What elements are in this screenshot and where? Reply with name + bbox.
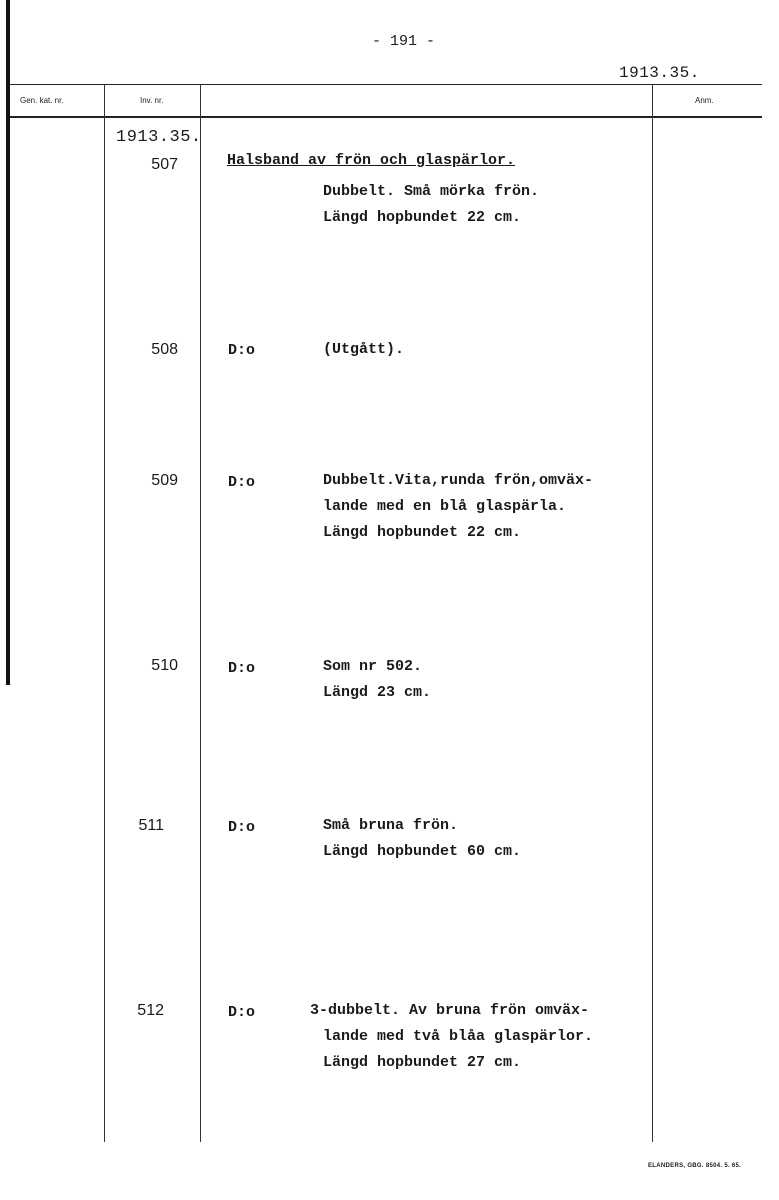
entry-512-line-1: 3-dubbelt. Av bruna frön omväx- bbox=[310, 1002, 590, 1019]
inventory-year: 1913.35. bbox=[116, 128, 202, 147]
header-top-rule bbox=[10, 84, 762, 85]
entry-509-line-2: lande med en blå glaspärla. bbox=[323, 498, 567, 515]
entry-509-ditto: D:o bbox=[228, 474, 256, 491]
inv-number-508: 508 bbox=[151, 341, 178, 358]
column-header-inv: Inv. nr. bbox=[140, 96, 164, 105]
entry-512-line-2: lande med två blåa glaspärlor. bbox=[323, 1028, 594, 1045]
inv-number-510: 510 bbox=[151, 657, 178, 674]
entry-510-line-1: Som nr 502. bbox=[323, 658, 423, 675]
entry-507-line-1: Dubbelt. Små mörka frön. bbox=[323, 183, 540, 200]
entry-511-line-1: Små bruna frön. bbox=[323, 817, 459, 834]
binding-edge bbox=[6, 0, 10, 685]
entry-510-line-2: Längd 23 cm. bbox=[323, 684, 432, 701]
column-header-gen-kat: Gen. kat. nr. bbox=[20, 96, 64, 105]
entry-507-line-2: Längd hopbundet 22 cm. bbox=[323, 209, 522, 226]
entry-509-line-3: Längd hopbundet 22 cm. bbox=[323, 524, 522, 541]
col-separator-3 bbox=[652, 84, 653, 1142]
entry-512-line-3: Längd hopbundet 27 cm. bbox=[323, 1054, 522, 1071]
entry-510-ditto: D:o bbox=[228, 660, 256, 677]
entry-512-ditto: D:o bbox=[228, 1004, 256, 1021]
year-header: 1913.35. bbox=[619, 64, 700, 82]
page-number: - 191 - bbox=[372, 33, 436, 50]
inv-number-507: 507 bbox=[151, 156, 178, 173]
entry-511-ditto: D:o bbox=[228, 819, 256, 836]
entry-511-line-2: Längd hopbundet 60 cm. bbox=[323, 843, 522, 860]
column-header-anm: Anm. bbox=[695, 96, 714, 105]
printer-imprint: ELANDERS, GBG. 8504. 5. 65. bbox=[648, 1163, 742, 1169]
inv-number-509: 509 bbox=[151, 472, 178, 489]
col-separator-2 bbox=[200, 84, 201, 1142]
entry-508-ditto: D:o bbox=[228, 342, 256, 359]
entry-508-line-1: (Utgått). bbox=[323, 341, 405, 358]
entry-507-title: Halsband av frön och glaspärlor. bbox=[227, 152, 516, 169]
inv-number-511: 511 bbox=[138, 817, 164, 834]
entry-509-line-1: Dubbelt.Vita,runda frön,omväx- bbox=[323, 472, 594, 489]
inv-number-512: 512 bbox=[137, 1002, 164, 1019]
col-separator-1 bbox=[104, 84, 105, 1142]
header-bottom-rule bbox=[10, 116, 762, 118]
